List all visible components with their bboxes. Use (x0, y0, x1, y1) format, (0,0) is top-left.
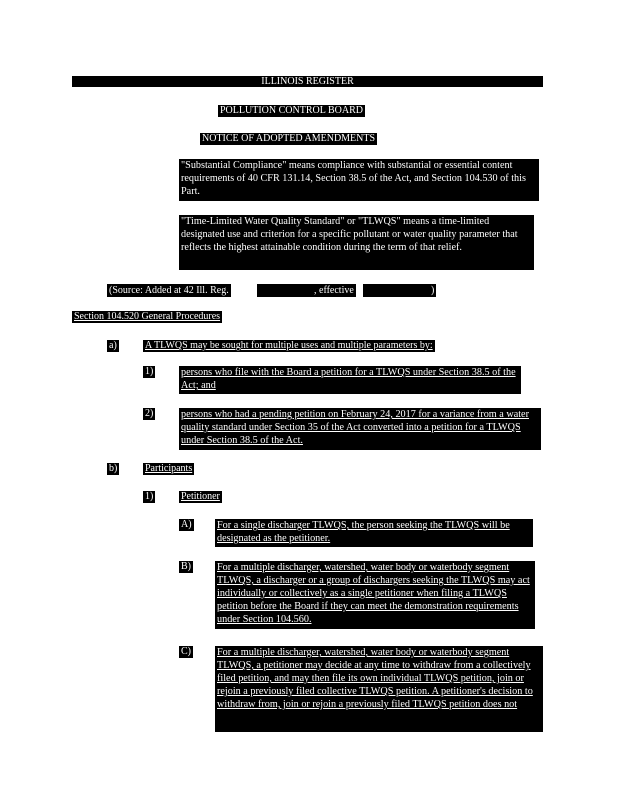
definition-substantial-compliance: "Substantial Compliance" means compliance with substantial or essential content requirements of 40 CFR 131.14, Section 38.5 of the Act, and Section 104.530 of this Part. (179, 159, 539, 201)
section-heading: Section 104.520 General Procedures (74, 311, 221, 322)
item-A-label: A) (181, 519, 192, 530)
item-B-label: B) (181, 561, 191, 572)
item-b1-text: Petitioner (181, 491, 220, 502)
item-a-text: A TLWQS may be sought for multiple uses and multiple parameters by: (145, 340, 433, 351)
item-b-text: Participants (145, 463, 193, 474)
item-C-text: For a multiple discharger, watershed, water body or waterbody segment TLWQS, a petitioner may decide at any time to withdraw from a collectively filed petition, and may then file its own individual TLWQS petition, join or rejoin a previously filed collective TLWQS petition. A petitioner's decision to withdraw from, join or rejoin a previously filed TLWQS petition does not (215, 646, 543, 732)
item-a-label: a) (109, 340, 117, 351)
board-name: POLLUTION CONTROL BOARD (220, 105, 363, 116)
register-title: ILLINOIS REGISTER (261, 76, 354, 87)
notice-title: NOTICE OF ADOPTED AMENDMENTS (202, 133, 376, 144)
source-suffix: ) (431, 285, 435, 296)
item-B-text: For a multiple discharger, watershed, water body or waterbody segment TLWQS, a discharger or a group of dischargers seeking the TLWQS may act individually or collectively as a single petitioner when filing a TLWQS petition before the Board if they can meet the demonstration requirements under Section 104.560. (215, 561, 535, 629)
item-a2-text: persons who had a pending petition on February 24, 2017 for a variance from a water quality standard under Section 35 of the Act converted into a petition for a TLWQS under Section 38.5 of the Act. (179, 408, 541, 450)
source-redacted-1 (257, 284, 312, 297)
item-a2-label: 2) (145, 408, 154, 419)
item-A-text: For a single discharger TLWQS, the person seeking the TLWQS will be designated as the petitioner. (215, 519, 533, 547)
item-b-label: b) (109, 463, 118, 474)
source-redacted-2 (363, 284, 429, 297)
item-a1-text: persons who file with the Board a petition for a TLWQS under Section 38.5 of the Act; and (179, 366, 521, 394)
source-prefix: (Source: Added at 42 Ill. Reg. (109, 285, 229, 296)
item-b1-label: 1) (145, 491, 154, 502)
register-header (72, 76, 543, 87)
source-middle: , effective (314, 285, 354, 296)
definition-tlwqs: "Time-Limited Water Quality Standard" or "TLWQS" means a time-limited designated use and criterion for a specific pollutant or water quality parameter that reflects the highest attainable condition during the term of that relief. (179, 215, 534, 270)
item-C-label: C) (181, 646, 191, 657)
item-a1-label: 1) (145, 366, 154, 377)
